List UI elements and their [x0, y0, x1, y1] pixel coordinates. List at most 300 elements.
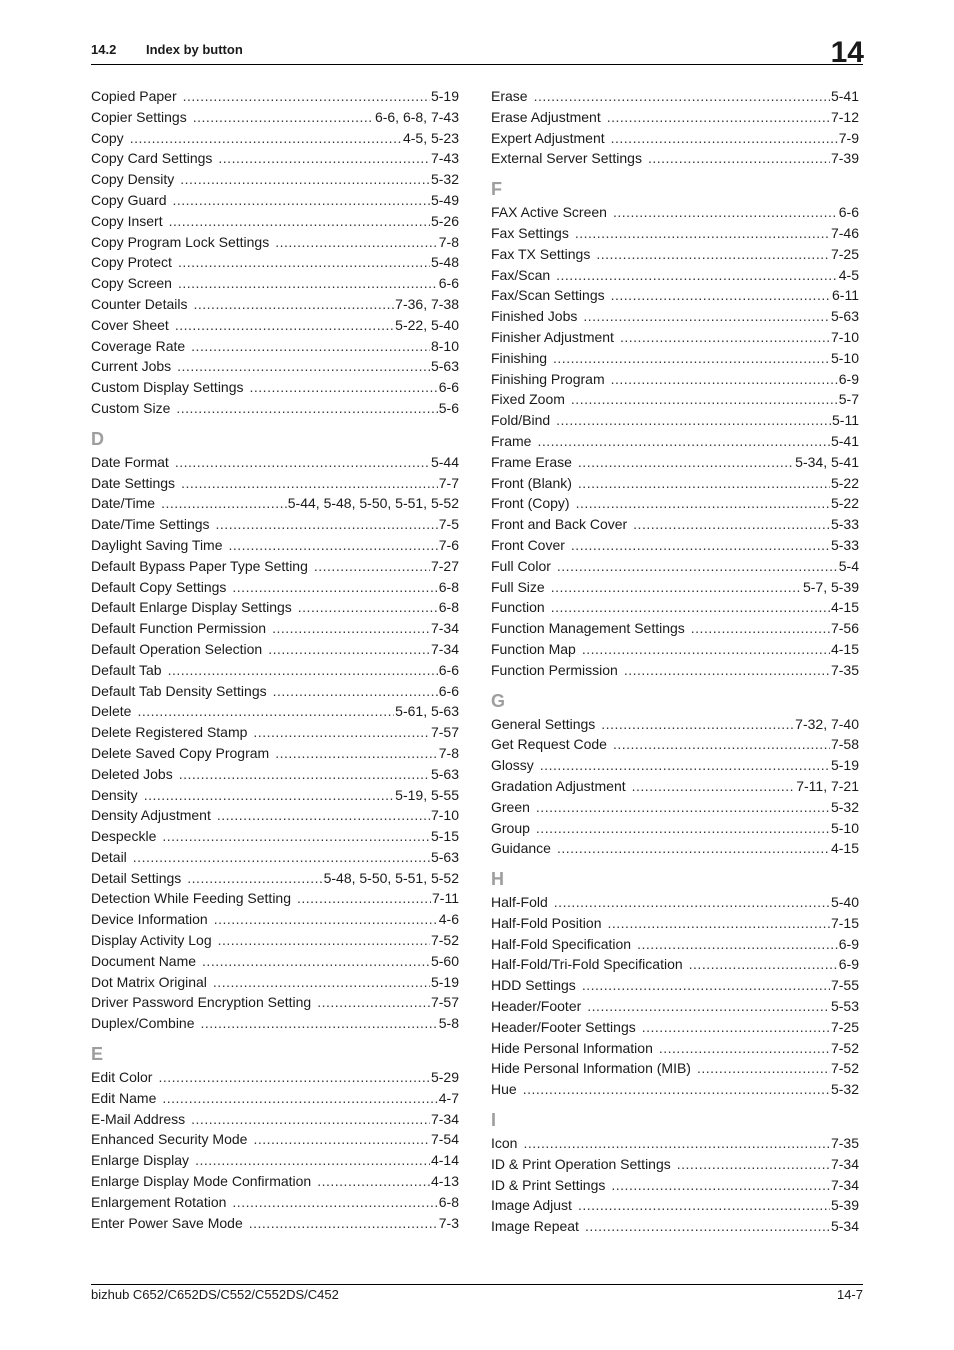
index-entry [491, 86, 859, 107]
dot-leader [229, 535, 438, 556]
index-entry [491, 1216, 859, 1237]
index-page-reference: 7-46 [830, 224, 859, 241]
dot-leader [232, 577, 437, 598]
index-term: Icon [491, 1135, 518, 1152]
index-page-reference: 4-14 [430, 1152, 459, 1169]
dot-leader [556, 410, 831, 431]
index-page-reference: 7-15 [830, 914, 859, 931]
index-page-reference: 7-12 [830, 108, 859, 125]
index-page-reference: 5-11 [832, 412, 859, 429]
index-entry [491, 285, 859, 306]
index-page-reference: 5-22 [830, 474, 859, 491]
index-term: Copier Settings [91, 108, 187, 125]
dot-leader [297, 888, 431, 909]
index-entry [491, 913, 859, 934]
index-page-reference: 7-5 [438, 516, 459, 533]
index-entry [91, 535, 459, 556]
index-page-reference: 5-32 [830, 1081, 859, 1098]
index-entry [491, 776, 859, 797]
dot-leader [177, 356, 430, 377]
dot-leader [194, 294, 395, 315]
dot-leader [133, 847, 430, 868]
dot-leader [523, 1079, 830, 1100]
dot-leader [158, 1067, 430, 1088]
index-entry [91, 888, 459, 909]
index-page-reference: 6-6 [838, 204, 859, 221]
index-term: Finished Jobs [491, 308, 578, 325]
index-entry [91, 294, 459, 315]
index-page-reference: 7-35 [830, 1135, 859, 1152]
index-entry [91, 722, 459, 743]
index-entry [91, 473, 459, 494]
index-page-reference: 5-40 [830, 894, 859, 911]
index-term: Device Information [91, 911, 208, 928]
index-entry [91, 868, 459, 889]
dot-leader [183, 86, 430, 107]
dot-leader [273, 681, 438, 702]
header-divider [91, 64, 863, 65]
section-title: Index by button [146, 42, 243, 57]
index-entry [491, 577, 859, 598]
index-entry [91, 1088, 459, 1109]
index-page-reference: 7-52 [430, 932, 459, 949]
index-entry [91, 743, 459, 764]
dot-leader [583, 306, 830, 327]
index-page-reference: 7-34 [430, 620, 459, 637]
dot-leader [578, 1195, 830, 1216]
index-term: Expert Adjustment [491, 129, 605, 146]
index-entry [91, 618, 459, 639]
dot-leader [540, 755, 830, 776]
index-term: Custom Size [91, 399, 171, 416]
index-page-reference: 7-35 [830, 661, 859, 678]
index-page-reference: 4-15 [830, 840, 859, 857]
index-page-reference: 6-6 [438, 275, 459, 292]
index-page-reference: 5-63 [830, 308, 859, 325]
index-entry [491, 265, 859, 286]
dot-leader [178, 273, 438, 294]
index-page-reference: 5-34, 5-41 [795, 453, 859, 470]
index-entry [491, 1175, 859, 1196]
dot-leader [575, 223, 830, 244]
index-term: General Settings [491, 715, 596, 732]
index-entry [91, 398, 459, 419]
index-term: Front and Back Cover [491, 516, 628, 533]
index-term: Detail [91, 848, 127, 865]
index-page-reference: 5-61, 5-63 [395, 703, 459, 720]
index-term: Half-Fold/Tri-Fold Specification [491, 956, 683, 973]
index-term: Default Bypass Paper Type Setting [91, 557, 308, 574]
dot-leader [611, 1175, 830, 1196]
dot-leader [168, 660, 438, 681]
index-term: Full Size [491, 578, 545, 595]
dot-leader [557, 556, 838, 577]
index-page-reference: 6-6 [438, 379, 459, 396]
index-term: Edit Color [91, 1069, 153, 1086]
index-term: Delete Saved Copy Program [91, 744, 270, 761]
index-page-reference: 5-32 [430, 171, 459, 188]
index-term: Daylight Saving Time [91, 536, 223, 553]
dot-leader [232, 1192, 437, 1213]
index-entry [91, 785, 459, 806]
index-term: Function Permission [491, 661, 618, 678]
index-term: Finisher Adjustment [491, 328, 614, 345]
index-term: Enlargement Rotation [91, 1193, 227, 1210]
index-entry [91, 556, 459, 577]
index-page-reference: 5-29 [430, 1069, 459, 1086]
index-term: FAX Active Screen [491, 204, 607, 221]
index-entry [91, 377, 459, 398]
index-entry [491, 431, 859, 452]
index-term: Default Enlarge Display Settings [91, 599, 292, 616]
index-entry [91, 930, 459, 951]
section-number: 14.2 [91, 42, 117, 57]
index-term: Date Format [91, 453, 169, 470]
dot-leader [556, 265, 838, 286]
index-term: Default Tab [91, 661, 162, 678]
dot-leader [253, 722, 430, 743]
index-term: Date Settings [91, 474, 176, 491]
index-letter-heading: D [91, 428, 104, 449]
index-entry [491, 514, 859, 535]
index-entry [491, 202, 859, 223]
dot-leader [659, 1038, 830, 1059]
dot-leader [130, 128, 402, 149]
dot-leader [272, 618, 430, 639]
dot-leader [317, 1171, 430, 1192]
index-term: Fixed Zoom [491, 391, 565, 408]
dot-leader [620, 327, 830, 348]
index-term: Guidance [491, 840, 551, 857]
dot-leader [571, 535, 830, 556]
index-entry [91, 452, 459, 473]
dot-leader [582, 975, 830, 996]
index-entry [91, 701, 459, 722]
index-entry [491, 954, 859, 975]
index-page-reference: 5-19 [430, 88, 459, 104]
index-page-reference: 4-5, 5-23 [402, 129, 459, 146]
index-term: HDD Settings [491, 977, 576, 994]
index-entry [91, 273, 459, 294]
dot-leader [217, 805, 430, 826]
index-entry [491, 618, 859, 639]
index-entry [491, 996, 859, 1017]
index-page-reference: 7-27 [430, 557, 459, 574]
index-entry [91, 805, 459, 826]
dot-leader [144, 785, 394, 806]
index-entry [491, 410, 859, 431]
dot-leader [691, 618, 830, 639]
index-page-reference: 5-15 [430, 828, 459, 845]
dot-leader [268, 639, 430, 660]
index-term: Default Function Permission [91, 620, 267, 637]
index-term: Copy [91, 129, 124, 146]
index-term: Date/Time Settings [91, 516, 210, 533]
index-entry [91, 1067, 459, 1088]
index-page-reference: 5-49 [430, 191, 459, 208]
dot-leader [195, 1150, 430, 1171]
index-entry [91, 128, 459, 149]
index-letter-heading: I [491, 1110, 497, 1131]
index-page-reference: 7-25 [830, 245, 859, 262]
index-entry [91, 356, 459, 377]
index-term: Gradation Adjustment [491, 777, 626, 794]
dot-leader [213, 972, 430, 993]
index-page-reference: 4-13 [430, 1173, 459, 1190]
index-entry [91, 1213, 459, 1234]
dot-leader [180, 169, 430, 190]
dot-leader [218, 148, 430, 169]
dot-leader [697, 1058, 830, 1079]
index-entry [491, 1079, 859, 1100]
index-term: Deleted Jobs [91, 765, 173, 782]
dot-leader [275, 232, 438, 253]
index-page-reference: 5-22 [830, 495, 859, 512]
index-entry [491, 556, 859, 577]
index-term: Density Adjustment [91, 807, 211, 824]
index-term: Duplex/Combine [91, 1015, 195, 1032]
index-term: Enlarge Display [91, 1152, 190, 1169]
index-term: Default Tab Density Settings [91, 682, 267, 699]
index-entry [91, 826, 459, 847]
index-term: Green [491, 798, 530, 815]
index-page-reference: 7-55 [830, 977, 859, 994]
dot-leader [314, 556, 430, 577]
index-entry [491, 597, 859, 618]
index-entry [91, 1109, 459, 1130]
index-term: Default Copy Settings [91, 578, 227, 595]
index-entry [491, 639, 859, 660]
index-page-reference: 7-56 [830, 620, 859, 637]
dot-leader [191, 1109, 430, 1130]
index-entry [491, 452, 859, 473]
index-entry [491, 714, 859, 735]
index-page-reference: 5-8 [438, 1015, 459, 1032]
index-entry [491, 244, 859, 265]
index-entry [91, 514, 459, 535]
dot-leader [585, 1216, 830, 1237]
dot-leader [175, 315, 394, 336]
index-entry [91, 1150, 459, 1171]
index-page-reference: 7-11 [432, 890, 459, 907]
index-term: Counter Details [91, 295, 188, 312]
index-entry [91, 1171, 459, 1192]
index-term: Hue [491, 1081, 517, 1098]
index-entry [491, 734, 859, 755]
dot-leader [587, 996, 830, 1017]
index-page-reference: 7-32, 7-40 [795, 715, 859, 732]
index-page-reference: 7-34 [430, 1110, 459, 1127]
index-term: Document Name [91, 952, 197, 969]
index-term: Function Map [491, 640, 576, 657]
index-letter-heading: H [491, 869, 504, 890]
dot-leader [162, 1088, 437, 1109]
index-entry [91, 992, 459, 1013]
dot-leader [275, 743, 438, 764]
index-term: Erase Adjustment [491, 108, 601, 125]
index-page-reference: 7-54 [430, 1131, 459, 1148]
index-page-reference: 5-19 [830, 757, 859, 774]
index-entry [491, 660, 859, 681]
index-term: Driver Password Encryption Setting [91, 994, 312, 1011]
dot-leader [633, 514, 830, 535]
index-entry [491, 148, 859, 169]
index-term: Copy Guard [91, 191, 167, 208]
index-term: Front (Copy) [491, 495, 570, 512]
index-page-reference: 5-44, 5-48, 5-50, 5-51, 5-52 [287, 495, 459, 512]
index-page-reference: 5-10 [830, 819, 859, 836]
index-page-reference: 7-36, 7-38 [395, 295, 459, 312]
dot-leader [317, 992, 430, 1013]
index-page-reference: 7-58 [830, 736, 859, 753]
dot-leader [202, 951, 430, 972]
index-entry [91, 972, 459, 993]
dot-leader [689, 954, 838, 975]
index-entry [491, 1154, 859, 1175]
index-entry [491, 975, 859, 996]
dot-leader [161, 493, 287, 514]
index-term: ID & Print Operation Settings [491, 1155, 671, 1172]
index-entry [491, 1195, 859, 1216]
index-page-reference: 6-6, 6-8, 7-43 [374, 108, 459, 125]
index-page-reference: 7-10 [830, 328, 859, 345]
index-page-reference: 5-48 [430, 254, 459, 271]
dot-leader [536, 818, 830, 839]
index-term: Get Request Code [491, 736, 607, 753]
index-letter-heading: G [491, 690, 506, 711]
index-term: Copy Insert [91, 212, 163, 229]
index-term: Fax Settings [491, 224, 569, 241]
dot-leader [611, 128, 838, 149]
index-term: Copy Card Settings [91, 150, 213, 167]
dot-leader [214, 909, 438, 930]
index-entry [91, 597, 459, 618]
dot-leader [576, 493, 830, 514]
index-entry [491, 838, 859, 859]
index-entry [91, 909, 459, 930]
index-term: E-Mail Address [91, 1110, 186, 1127]
index-page-reference: 7-52 [830, 1060, 859, 1077]
dot-leader [179, 764, 430, 785]
dot-leader [253, 1129, 430, 1150]
page-number: 14-7 [836, 1287, 863, 1302]
dot-leader [608, 913, 830, 934]
index-page-reference: 5-32 [830, 798, 859, 815]
index-term: Default Operation Selection [91, 640, 263, 657]
index-page-reference: 5-44 [430, 453, 459, 470]
product-name: bizhub C652/C652DS/C552/C552DS/C452 [91, 1287, 339, 1302]
index-entry [491, 389, 859, 410]
index-entry [491, 755, 859, 776]
index-entry [91, 660, 459, 681]
index-entry [491, 107, 859, 128]
index-entry [491, 1058, 859, 1079]
index-entry [491, 327, 859, 348]
dot-leader [551, 577, 802, 598]
index-page-reference: 5-33 [830, 516, 859, 533]
index-letter-heading: E [91, 1044, 104, 1065]
index-page-reference: 7-3 [438, 1214, 459, 1231]
index-term: Cover Sheet [91, 316, 169, 333]
index-term: ID & Print Settings [491, 1176, 606, 1193]
index-page-reference: 5-34 [830, 1218, 859, 1235]
dot-leader [193, 107, 374, 128]
index-page-reference: 5-7, 5-39 [802, 578, 859, 595]
dot-leader [187, 868, 322, 889]
index-page-reference: 7-25 [830, 1018, 859, 1035]
index-entry [491, 797, 859, 818]
index-entry [491, 348, 859, 369]
dot-leader [162, 826, 430, 847]
dot-leader [578, 473, 830, 494]
index-entry [491, 535, 859, 556]
index-entry [91, 315, 459, 336]
index-term: Enlarge Display Mode Confirmation [91, 1173, 312, 1190]
index-term: Date/Time [91, 495, 156, 512]
dot-leader [250, 377, 438, 398]
dot-leader [637, 934, 838, 955]
index-entry [491, 493, 859, 514]
index-term: Dot Matrix Original [91, 973, 207, 990]
index-page-reference: 5-19 [430, 973, 459, 990]
index-page-reference: 5-4 [838, 557, 859, 574]
dot-leader [169, 211, 430, 232]
index-term: Copy Density [91, 171, 175, 188]
index-entry [491, 1038, 859, 1059]
dot-leader [571, 389, 838, 410]
index-page-reference: 7-8 [438, 744, 459, 761]
index-entry [91, 211, 459, 232]
index-entry [91, 639, 459, 660]
index-column-right [491, 86, 859, 1237]
index-page-reference: 4-5 [838, 266, 859, 283]
dot-leader [607, 107, 830, 128]
index-entry [91, 847, 459, 868]
dot-leader [677, 1154, 830, 1175]
index-term: Half-Fold Specification [491, 935, 632, 952]
index-term: Frame [491, 432, 532, 449]
index-term: Delete [91, 703, 132, 720]
index-term: Custom Display Settings [91, 379, 244, 396]
dot-leader [578, 452, 794, 473]
index-page-reference: 6-8 [438, 599, 459, 616]
index-entry [491, 892, 859, 913]
index-term: Detection While Feeding Setting [91, 890, 291, 907]
index-entry [91, 577, 459, 598]
index-term: Full Color [491, 557, 551, 574]
index-term: Group [491, 819, 530, 836]
index-page-reference: 5-41 [830, 432, 859, 449]
index-page-reference: 6-9 [838, 956, 859, 973]
index-term: Copy Protect [91, 254, 172, 271]
index-entry [491, 223, 859, 244]
index-term: Frame Erase [491, 453, 572, 470]
dot-leader [601, 714, 794, 735]
index-term: Copy Program Lock Settings [91, 233, 270, 250]
index-page-reference: 6-11 [832, 287, 859, 304]
dot-leader [175, 452, 430, 473]
dot-leader [624, 660, 830, 681]
page-header [91, 36, 864, 69]
dot-leader [523, 1133, 830, 1154]
index-term: Finishing Program [491, 370, 605, 387]
index-page-reference: 5-53 [830, 998, 859, 1015]
index-page-reference: 5-10 [830, 349, 859, 366]
index-page-reference: 8-10 [430, 337, 459, 354]
index-term: Half-Fold [491, 894, 548, 911]
index-page-reference: 5-39 [830, 1197, 859, 1214]
index-entry [91, 107, 459, 128]
